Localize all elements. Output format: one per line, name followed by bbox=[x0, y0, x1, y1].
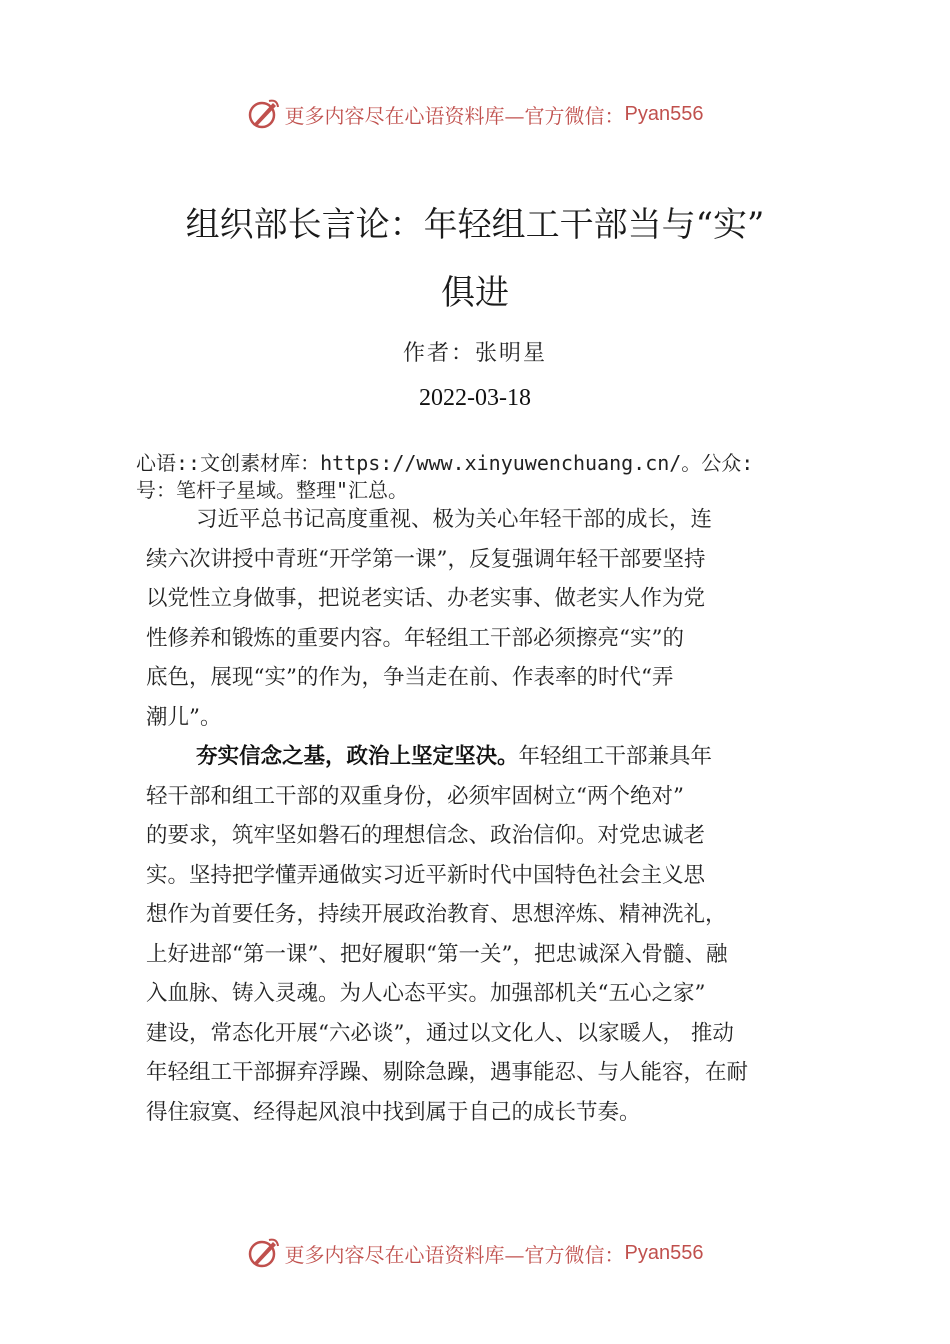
paragraph-political-belief bbox=[146, 737, 818, 1132]
paragraph-line: 入血脉、铸入灵魂。为人心态平实。加强部机关“五心之家” bbox=[146, 981, 706, 1006]
paragraph-line: 想作为首要任务，持续开展政治教育、思想淬炼、精神洗礼， bbox=[146, 902, 727, 927]
paragraph-line: 上好进部“第一课”、把好履职“第一关”，把忠诚深入骨髓、融 bbox=[146, 941, 728, 967]
header-watermark bbox=[0, 94, 950, 134]
publish-date: 2022-03-18 bbox=[419, 385, 531, 411]
watermark-wechat-id: Pyan556 bbox=[624, 102, 704, 125]
source-note-line: 心语::文创素材库：https://www.xinyuwenchuang.cn/。公众: bbox=[136, 451, 754, 475]
paragraph-line: 续六次讲授中青班“开学第一课”，反复强调年轻干部要坚持 bbox=[146, 546, 706, 572]
quill-logo-icon bbox=[247, 1236, 281, 1270]
paragraph-line: 建设，常态化开展“六必谈”，通过以文化人、以家暖人， 推动 bbox=[146, 1020, 734, 1046]
document-title-line-2: 俱进 bbox=[441, 273, 509, 313]
watermark-wechat-id: Pyan556 bbox=[624, 1241, 704, 1264]
paragraph-line: 轻干部和组工干部的双重身份，必须牢固树立“两个绝对” bbox=[146, 783, 684, 809]
quill-logo-icon bbox=[247, 97, 281, 131]
paragraph-line: 性修养和锻炼的重要内容。年轻组工干部必须擦亮“实”的 bbox=[146, 625, 684, 651]
footer-watermark bbox=[0, 1233, 950, 1273]
paragraph-line: 的要求，筑牢坚如磐石的理想信念、政治信仰。对党忠诚老 bbox=[146, 823, 706, 848]
paragraph-lead-rest: 年轻组工干部兼具年 bbox=[518, 744, 713, 769]
paragraph-line: 潮儿”。 bbox=[146, 704, 222, 730]
paragraph-line: 年轻组工干部摒弃浮躁、剔除急躁，遇事能忍、与人能容，在耐 bbox=[146, 1060, 749, 1085]
paragraph-lead-heading: 夯实信念之基，政治上坚定坚决。 bbox=[196, 744, 519, 769]
watermark-text: 更多内容尽在心语资料库—官方微信： bbox=[284, 103, 625, 128]
paragraph-line bbox=[146, 737, 818, 777]
paragraph-line: 实。坚持把学懂弄通做实习近平新时代中国特色社会主义思 bbox=[146, 862, 706, 888]
paragraph-line: 得住寂寞、经得起风浪中找到属于自己的成长节奏。 bbox=[146, 1099, 641, 1125]
paragraph-line: 底色，展现“实”的作为，争当走在前、作表率的时代“弄 bbox=[146, 665, 674, 690]
paragraph-intro bbox=[146, 500, 818, 737]
document-title-line-1: 组织部长言论：年轻组工干部当与“实” bbox=[185, 205, 765, 245]
author-line: 作者：张明星 bbox=[402, 341, 547, 366]
source-note bbox=[136, 450, 842, 504]
watermark-text: 更多内容尽在心语资料库—官方微信： bbox=[284, 1242, 625, 1267]
paragraph-line: 以党性立身做事，把说老实话、办老实事、做老实人作为党 bbox=[146, 586, 706, 611]
paragraph-line: 习近平总书记高度重视、极为关心年轻干部的成长，连 bbox=[196, 507, 713, 532]
source-note-line: 号：笔杆子星域。整理"汇总。 bbox=[136, 478, 409, 502]
